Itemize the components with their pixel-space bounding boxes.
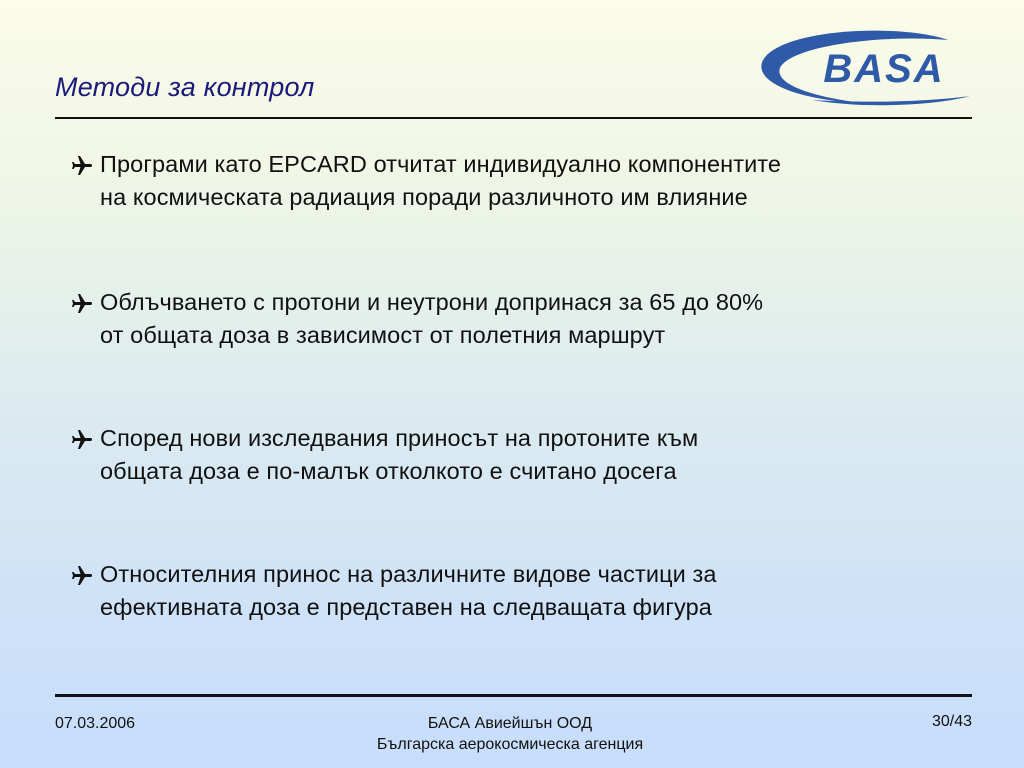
bullet-line: Относителния принос на различните видове частици за bbox=[100, 561, 717, 587]
page-number: 30/43 bbox=[931, 713, 972, 730]
airplane-icon bbox=[64, 564, 100, 588]
bullet-line: Според нови изследвания приносът на протоните към bbox=[100, 425, 699, 451]
bullet-line: на космическата радиация поради различното им влияние bbox=[100, 184, 748, 210]
bullet-line: Облъчването с протони и неутрони допринася за 65 до 80% bbox=[100, 289, 764, 315]
footer-date: 07.03.2006 bbox=[55, 715, 136, 732]
bullet-line: общата доза е по-малък отколкото е считано досега bbox=[100, 458, 677, 484]
bullet-text bbox=[100, 286, 964, 352]
bullet-text bbox=[100, 148, 964, 214]
bullet-item bbox=[64, 148, 964, 214]
logo-text: BASA bbox=[823, 47, 945, 91]
airplane-icon bbox=[64, 154, 100, 178]
bullet-line: ефективната доза е представен на следващата фигура bbox=[100, 594, 712, 620]
bullet-text bbox=[100, 422, 964, 488]
footer-divider bbox=[55, 694, 972, 697]
bullet-item bbox=[64, 422, 964, 488]
airplane-icon bbox=[64, 292, 100, 316]
bullet-text bbox=[100, 558, 964, 624]
airplane-icon bbox=[64, 428, 100, 452]
bullet-item bbox=[64, 558, 964, 624]
bullet-line: Програми като EPCARD отчитат индивидуално компонентите bbox=[100, 151, 782, 177]
bullet-item bbox=[64, 286, 964, 352]
footer-company bbox=[300, 713, 720, 755]
footer-company-name: БАСА Авиейшън ООД bbox=[427, 715, 593, 732]
footer-company-subtitle: Българска аерокосмическа агенция bbox=[376, 736, 644, 753]
bullet-line: от общата доза в зависимост от полетния маршрут bbox=[100, 322, 666, 348]
slide-title: Методи за контрол bbox=[55, 72, 315, 102]
